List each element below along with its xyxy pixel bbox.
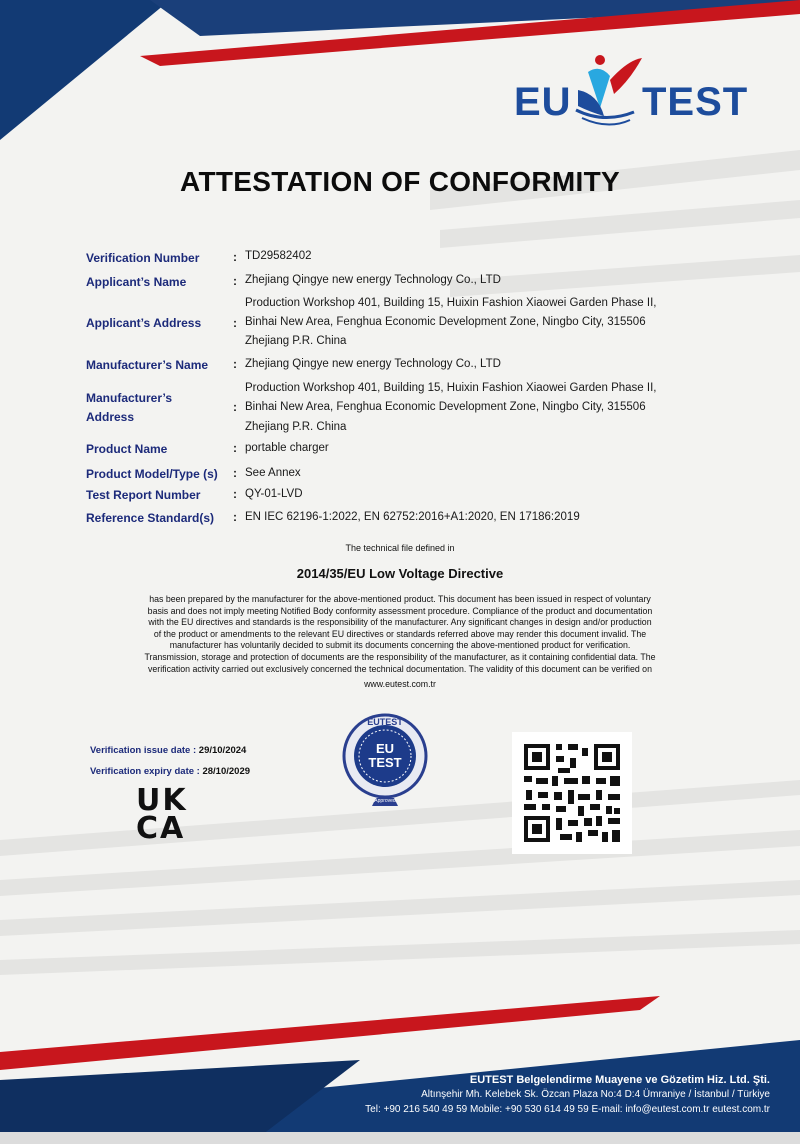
ukca-mark (136, 783, 196, 847)
colon: : (233, 274, 237, 288)
seal-top-text: EUTEST (367, 717, 403, 727)
disclaimer-line: Transmission, storage and protection of documents are the responsibility of the manufacturer, as it containing confidential data. The (144, 651, 656, 662)
colon: : (233, 487, 237, 501)
eutest-seal (340, 712, 430, 810)
colon: : (233, 400, 237, 414)
top-left-navy-band (0, 0, 170, 140)
manufacturer-address-line-2: Binhai New Area, Fenghua Economic Development Zone, Ningbo City, 315506 (245, 401, 646, 413)
verification-number-value: TD29582402 (245, 250, 312, 262)
logo-test-text: TEST (642, 80, 749, 124)
colon: : (233, 441, 237, 455)
colon: : (233, 250, 237, 264)
seal-bottom-text: Approved (374, 798, 396, 804)
product-model-label: Product Model/Type (s) (86, 467, 218, 481)
issue-date: Verification issue date : 29/10/2024 (90, 745, 247, 756)
colon: : (233, 316, 237, 330)
directive-title: 2014/35/EU Low Voltage Directive (296, 566, 504, 581)
page-title: ATTESTATION OF CONFORMITY (180, 166, 620, 197)
applicant-address-line-3: Zhejiang P.R. China (245, 335, 347, 347)
colon: : (233, 357, 237, 371)
bottom-gray-strip (0, 1132, 800, 1144)
test-report-value: QY-01-LVD (245, 488, 303, 500)
footer-address: Altınşehir Mh. Kelebek Sk. Özcan Plaza No:4 D:4 Ümraniye / İstanbul / Türkiye (421, 1089, 770, 1100)
manufacturer-address-line-1: Production Workshop 401, Building 15, Huixin Fashion Xiaowei Garden Phase II, (245, 382, 657, 394)
eutest-logo (508, 44, 758, 134)
website-link[interactable]: www.eutest.com.tr (364, 679, 436, 690)
disclaimer-paragraph (100, 594, 700, 691)
product-name-label: Product Name (86, 442, 168, 456)
disclaimer-line: verification activity carried out exclusively concerned the technical documentation. The validity of this document can be verified on (148, 663, 652, 674)
expiry-date-value: 28/10/2029 (202, 766, 251, 777)
qr-code[interactable] (512, 732, 632, 854)
qr-code-icon (512, 732, 632, 854)
disclaimer-line: manufacturer has voluntarily decided to submit its documents concerning the above-mentioned product for verification. (169, 640, 631, 651)
footer-company: EUTEST Belgelendirme Muayene ve Gözetim Hiz. Ltd. Şti. (469, 1074, 770, 1086)
manufacturer-name-label: Manufacturer’s Name (86, 358, 209, 372)
logo-eu-text: EU (514, 80, 572, 124)
verification-number-label: Verification Number (86, 251, 200, 265)
reference-standards-label: Reference Standard(s) (86, 511, 215, 525)
issue-date-label: Verification issue date (90, 745, 191, 756)
ukca-line-2: CA (136, 811, 186, 846)
disclaimer-line: of the product or amendments to the relevant EU directives or standards referred above may render this document invalid. The (153, 628, 647, 639)
disclaimer-line: has been prepared by the manufacturer for the above-mentioned product. This document has been issued in respect of voluntary (149, 594, 651, 604)
manufacturer-address-line-3: Zhejiang P.R. China (245, 421, 347, 433)
disclaimer-line: with the EU directives and standards is the responsibility of the manufacturer. Any significant changes in design and/or production (148, 617, 652, 628)
product-model-value: See Annex (245, 467, 301, 479)
colon: : (233, 510, 237, 524)
reference-standards-value: EN IEC 62196-1:2022, EN 62752:2016+A1:2020, EN 17186:2019 (245, 511, 580, 523)
applicant-address-label: Applicant’s Address (86, 316, 202, 330)
seal-center-text (340, 742, 430, 770)
applicant-name-value: Zhejiang Qingye new energy Technology Co., LTD (245, 274, 501, 286)
expiry-date-label: Verification expiry date (90, 766, 195, 777)
manufacturer-address-label-line-2: Address (86, 410, 135, 424)
footer-contact: Tel: +90 216 540 49 59 Mobile: +90 530 614 49 59 E-mail: info@eutest.com.tr eutest.com.tr (365, 1104, 770, 1115)
disclaimer-line: basis and does not imply meeting Notified Body conformity assessment procedure. Compliance of the product and documentation (147, 605, 653, 616)
logo-emblem-icon (570, 50, 646, 130)
colon: : (233, 466, 237, 480)
issue-date-value: 29/10/2024 (198, 745, 247, 756)
bottom-red-ribbon (0, 996, 660, 1070)
ukca-line-1: UK (136, 783, 188, 818)
manufacturer-name-value: Zhejiang Qingye new energy Technology Co., LTD (245, 358, 501, 370)
product-name-value: portable charger (245, 442, 329, 454)
applicant-address-line-1: Production Workshop 401, Building 15, Huixin Fashion Xiaowei Garden Phase II, (245, 297, 657, 309)
test-report-label: Test Report Number (86, 488, 201, 502)
seal-center-line-2: TEST (368, 755, 402, 770)
applicant-address-line-2: Binhai New Area, Fenghua Economic Development Zone, Ningbo City, 315506 (245, 316, 646, 328)
manufacturer-address-label-line-1: Manufacturer’s (86, 391, 173, 405)
applicant-name-label: Applicant’s Name (86, 275, 187, 289)
expiry-date: Verification expiry date : 28/10/2029 (90, 766, 251, 777)
technical-file-note: The technical file defined in (345, 543, 455, 553)
seal-center-line-1: EU (375, 741, 395, 756)
